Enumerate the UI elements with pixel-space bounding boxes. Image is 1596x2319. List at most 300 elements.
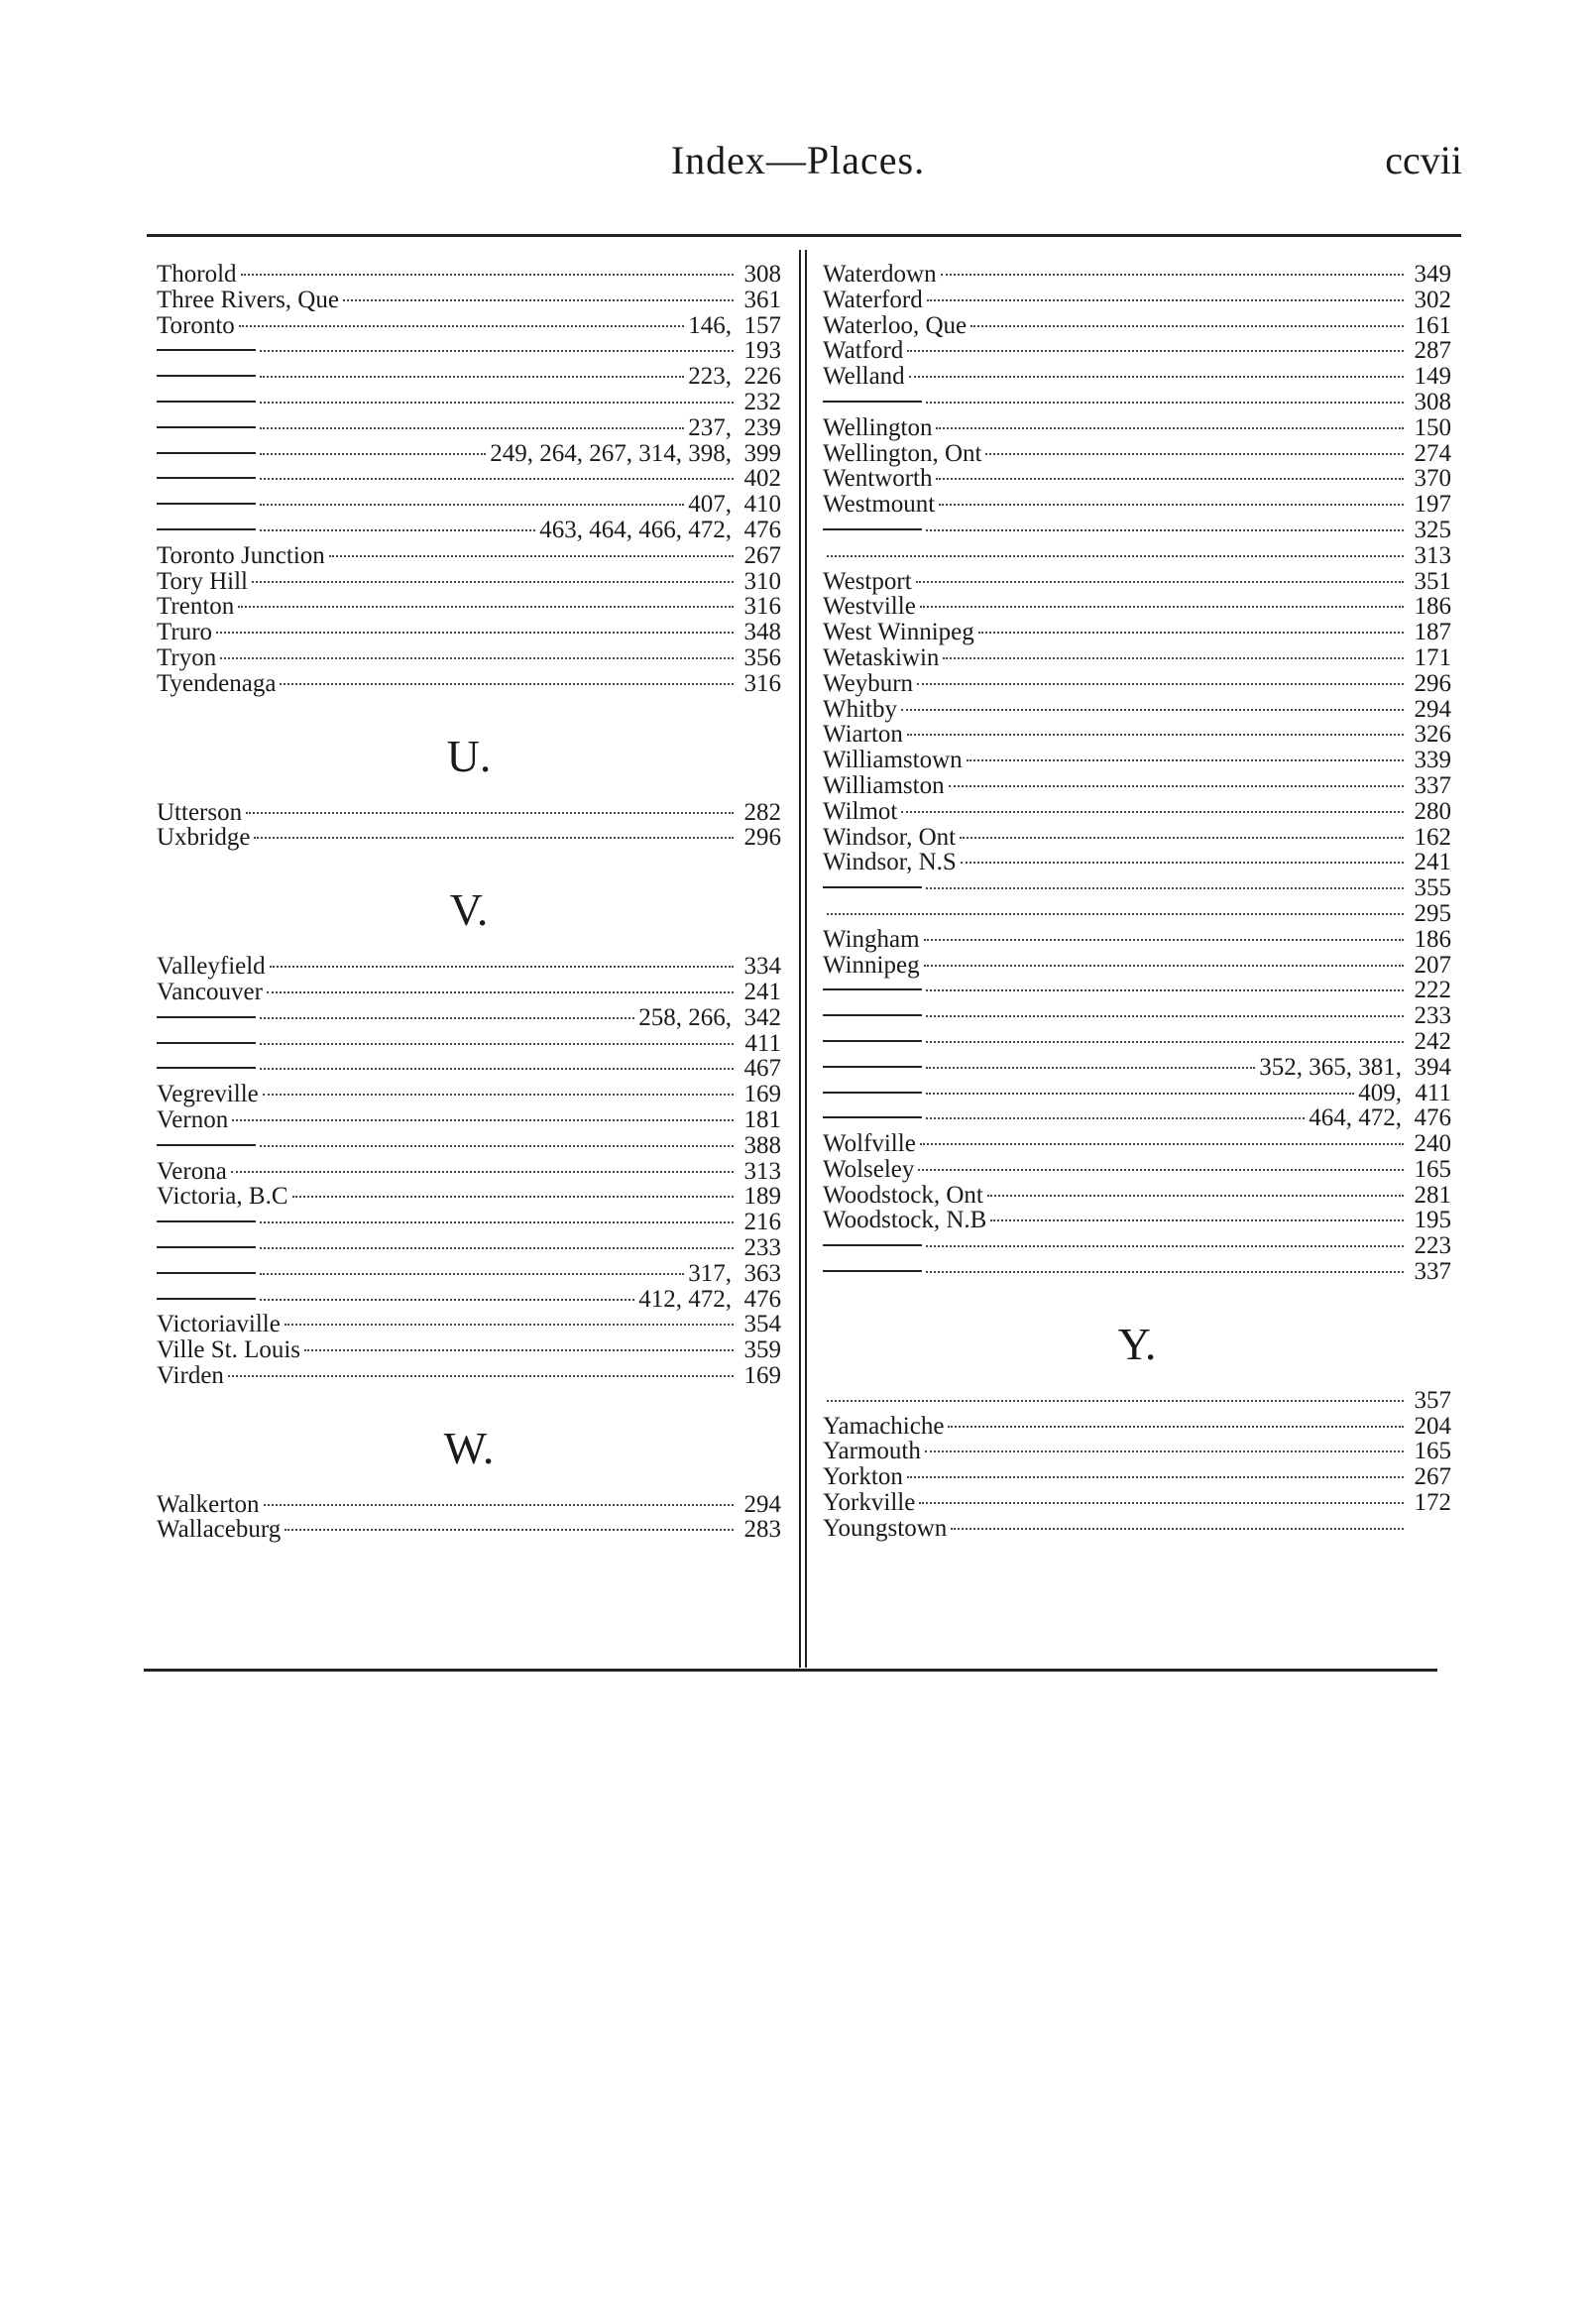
continuation-dash [157,1067,256,1069]
entry-name: Trenton [157,593,235,621]
entry-name: Westport [823,567,912,595]
index-entry [823,364,1451,390]
index-entry [823,594,1451,620]
entry-page: 411 [744,1029,781,1057]
entry-page: 216 [743,1209,781,1236]
entry-name: Tory Hill [157,567,248,595]
entry-name: Welland [823,363,905,391]
dot-leader [907,1476,1404,1478]
entry-page: 197 [1414,491,1451,519]
entry-page: 223 [1414,1232,1451,1260]
index-entry [157,1210,781,1235]
continuation-dash [157,503,256,505]
entry-page: 388 [743,1131,781,1159]
entry-name: Watford [823,337,904,365]
entry-name: Wellington [823,413,933,441]
index-entry [823,1259,1451,1285]
entry-page: 233 [743,1233,781,1261]
index-entry [157,1312,781,1337]
dot-leader [926,1271,1404,1273]
dot-leader [920,606,1404,608]
dot-leader [949,785,1404,787]
dot-leader [238,606,734,608]
entry-page: 354 [743,1311,781,1338]
dot-leader [252,581,734,583]
entry-page: 157 [743,311,781,339]
index-entry [823,262,1451,288]
continuation-dash [157,477,256,479]
entry-page: 165 [1414,1438,1451,1465]
entry-page: 242 [1414,1027,1451,1055]
entry-page: 280 [1414,797,1451,825]
entry-page: 233 [1414,1002,1451,1030]
continuation-dash [157,528,256,530]
dot-leader [917,683,1404,685]
entry-page: 241 [743,978,781,1005]
continuation-dash [157,349,256,351]
dot-leader [216,632,734,634]
index-entry [823,313,1451,339]
entry-name: Weyburn [823,669,914,697]
entry-page: 370 [1414,465,1451,493]
header-rule [147,234,1461,237]
dot-leader [926,529,1404,531]
entry-page: 337 [1414,771,1451,799]
continuation-dash [157,375,256,377]
dot-leader [936,478,1404,480]
entry-page: 149 [1414,363,1451,391]
dot-leader [951,1528,1404,1530]
section-letter: V. [449,884,489,936]
continuation-dash [823,886,922,888]
entry-name: Waterford [823,286,923,313]
dot-leader [985,453,1404,455]
index-entry [157,262,781,288]
entry-page: 476 [1414,1104,1451,1132]
entry-name: Winnipeg [823,951,920,979]
index-entry [823,1233,1451,1259]
entry-page: 361 [743,286,781,313]
section-letter: W. [443,1422,495,1473]
index-entry [823,1105,1451,1131]
entry-refs: 464, 472, [1309,1104,1402,1132]
index-entry [157,1056,781,1082]
dot-leader [919,1502,1404,1504]
continuation-dash [823,1244,922,1246]
dot-leader [918,1169,1404,1171]
index-entry [157,1133,781,1159]
entry-refs: 463, 464, 466, 472, [539,516,732,543]
dot-leader [926,1067,1255,1069]
dot-leader [926,1245,1404,1247]
dot-leader [254,837,734,839]
entry-name: Wingham [823,925,920,953]
dot-leader [260,1273,684,1275]
index-entry [157,492,781,518]
dot-leader [292,1196,734,1198]
dot-leader [926,1093,1354,1095]
index-entry [823,799,1451,825]
continuation-dash [823,1116,922,1118]
entry-page: 267 [743,541,781,569]
column-divider [799,250,807,1668]
entry-page: 467 [743,1055,781,1083]
continuation-dash [823,1066,922,1068]
index-entry [157,1287,781,1313]
entry-page: 316 [743,669,781,697]
index-entry [823,466,1451,492]
index-entry [157,620,781,645]
dot-leader [260,1068,734,1070]
continuation-dash [157,452,256,454]
index-entry [823,1490,1451,1516]
entry-name: Youngstown [823,1514,948,1542]
entry-page: 357 [1414,1386,1451,1414]
index-entry [157,1492,781,1518]
dot-leader [228,1375,734,1377]
continuation-dash [157,1220,256,1222]
entry-page: 296 [1414,669,1451,697]
index-entry [157,1337,781,1363]
index-entry [823,748,1451,773]
dot-leader [926,1015,1404,1017]
dot-leader [285,1529,734,1531]
continuation-dash [157,1272,256,1274]
dot-leader [260,1299,634,1301]
dot-leader [260,529,535,531]
entry-name: Wolseley [823,1155,915,1183]
continuation-dash [823,1092,922,1094]
entry-name: Wallaceburg [157,1516,282,1544]
index-entry [157,1082,781,1107]
page-number: ccvii [1385,138,1462,182]
dot-leader [304,1349,734,1351]
entry-page: 334 [743,953,781,981]
entry-refs: 223, [688,363,732,391]
entry-page: 325 [1414,516,1451,543]
entry-page: 222 [1414,977,1451,1004]
dot-leader [260,1247,734,1249]
dot-leader [907,350,1404,352]
entry-page: 302 [1414,286,1451,313]
entry-name: Victoriaville [157,1311,281,1338]
entry-page: 232 [743,388,781,415]
entry-page: 287 [1414,337,1451,365]
dot-leader [961,862,1404,864]
entry-page: 476 [743,1285,781,1313]
index-entry [823,1439,1451,1464]
dot-leader [267,991,734,993]
index-entry [823,927,1451,953]
dot-leader [827,913,1404,915]
index-entry [823,1157,1451,1183]
index-entry [823,543,1451,569]
dot-leader [239,325,684,327]
dot-leader [343,299,734,301]
index-entry [823,1464,1451,1490]
index-entry [823,492,1451,518]
entry-page: 296 [743,824,781,852]
entry-page: 186 [1414,593,1451,621]
index-entry [157,980,781,1005]
entry-refs: 407, [688,491,732,519]
index-entry [157,1031,781,1057]
entry-page: 363 [743,1259,781,1287]
index-entry [823,569,1451,595]
dot-leader [246,812,734,814]
entry-refs: 146, [688,311,732,339]
index-entry [157,543,781,569]
entry-name: Tryon [157,643,217,671]
dot-leader [924,939,1404,941]
index-entry [157,338,781,364]
index-entry [823,1208,1451,1233]
index-entry [823,1183,1451,1209]
index-entry [823,901,1451,927]
dot-leader [260,478,734,480]
dot-leader [260,402,734,404]
entry-page: 169 [743,1081,781,1108]
dot-leader [990,1219,1404,1221]
entry-page: 281 [1414,1181,1451,1209]
entry-name: Virden [157,1361,224,1389]
entry-name: Waterdown [823,261,937,288]
continuation-dash [823,1040,922,1042]
entry-name: Verona [157,1157,227,1185]
dot-leader [927,299,1404,301]
index-entry [823,1081,1451,1106]
dot-leader [827,555,1404,557]
index-entry [823,1003,1451,1029]
dot-leader [827,1400,1404,1402]
continuation-dash [157,1298,256,1300]
index-entry [157,671,781,697]
entry-page: 274 [1414,439,1451,467]
index-entry [157,1005,781,1031]
entry-name: Wellington, Ont [823,439,982,467]
entry-page: 316 [743,593,781,621]
page-title: Index—Places. [670,138,926,182]
dot-leader [924,965,1404,967]
entry-page: 189 [743,1183,781,1211]
index-entry [823,390,1451,415]
entry-name: Ville St. Louis [157,1336,301,1364]
entry-page: 476 [743,516,781,543]
entry-page: 172 [1414,1489,1451,1517]
dot-leader [260,1221,734,1223]
entry-page: 294 [743,1490,781,1518]
entry-page: 195 [1414,1207,1451,1234]
index-entry [823,1029,1451,1055]
dot-leader [926,989,1404,991]
entry-name: Wentworth [823,465,933,493]
index-entry [157,1517,781,1543]
dot-leader [220,657,734,659]
dot-leader [260,453,486,455]
section-letter: Y. [1117,1318,1157,1369]
continuation-dash [157,401,256,403]
continuation-dash [823,528,922,530]
index-entry [157,288,781,313]
index-entry [157,645,781,671]
index-entry [823,671,1451,697]
index-entry [157,1159,781,1185]
entry-name: Toronto [157,311,235,339]
entry-page: 351 [1414,567,1451,595]
entry-refs: 409, [1358,1079,1402,1106]
entry-page: 355 [1414,874,1451,902]
entry-name: Wetaskiwin [823,643,940,671]
index-entry [823,978,1451,1003]
index-entry [823,1414,1451,1440]
entry-refs: 258, 266, [638,1003,732,1031]
dot-leader [978,632,1404,634]
entry-name: Vegreville [157,1081,259,1108]
continuation-dash [823,1270,922,1272]
index-entry [823,875,1451,901]
continuation-dash [823,1014,922,1016]
entry-name: Tyendenaga [157,669,277,697]
index-entry [157,313,781,339]
entry-page: 150 [1414,413,1451,441]
entry-name: Vancouver [157,978,263,1005]
entry-page: 339 [1414,747,1451,774]
dot-leader [264,1504,734,1506]
index-entry [157,569,781,595]
entry-page: 348 [743,619,781,646]
index-entry [823,850,1451,875]
entry-page: 282 [743,798,781,826]
entry-page: 310 [743,567,781,595]
entry-refs: 412, 472, [638,1285,732,1313]
entry-name: Williamston [823,771,945,799]
dot-leader [926,887,1404,889]
index-entry [823,953,1451,979]
entry-name: Yorkville [823,1489,916,1517]
entry-name: Westmount [823,491,936,519]
index-column-right [823,262,1451,1542]
entry-refs: 352, 365, 381, [1259,1053,1402,1081]
dot-leader [941,274,1404,276]
entry-name: Thorold [157,261,237,288]
dot-leader [907,734,1404,736]
index-entry [823,415,1451,441]
entry-page: 410 [743,491,781,519]
entry-name: Windsor, N.S [823,849,957,876]
dot-leader [960,837,1404,839]
entry-page: 241 [1414,849,1451,876]
entry-name: Wiarton [823,721,903,749]
entry-page: 240 [1414,1130,1451,1158]
index-entry [823,1388,1451,1414]
dot-leader [943,657,1404,659]
dot-leader [260,1043,734,1045]
index-entry [823,620,1451,645]
entry-refs: 237, [688,413,732,441]
index-entry [157,466,781,492]
index-column-left [157,262,781,1543]
index-entry [823,645,1451,671]
entry-page: 187 [1414,619,1451,646]
index-entry [157,800,781,826]
dot-leader [263,1094,734,1096]
dot-leader [260,504,684,506]
index-entry [823,338,1451,364]
dot-leader [926,1117,1305,1119]
index-entry [823,441,1451,467]
entry-name: Yorkton [823,1463,903,1491]
continuation-dash [823,988,922,990]
entry-page: 239 [743,413,781,441]
entry-page: 181 [743,1105,781,1133]
section-letter: U. [446,730,492,781]
dot-leader [241,274,734,276]
entry-refs: 249, 264, 267, 314, 398, [490,439,732,467]
entry-page: 411 [1415,1079,1451,1106]
entry-name: Williamstown [823,747,963,774]
entry-name: Westville [823,593,916,621]
entry-page: 165 [1414,1155,1451,1183]
entry-page: 402 [743,465,781,493]
index-entry [157,1363,781,1389]
index-entry [157,1261,781,1287]
entry-name: Truro [157,619,213,646]
entry-name: West Winnipeg [823,619,974,646]
dot-leader [987,1195,1404,1197]
entry-page: 162 [1414,823,1451,851]
entry-name: Victoria, B.C [157,1183,288,1211]
dot-leader [926,402,1404,404]
entry-name: Yarmouth [823,1438,921,1465]
footer-rule [144,1669,1437,1672]
index-entry [157,954,781,980]
entry-name: Wolfville [823,1130,916,1158]
entry-refs: 317, [688,1259,732,1287]
entry-name: Three Rivers, Que [157,286,339,313]
entry-page: 204 [1414,1412,1451,1440]
index-entry [157,825,781,851]
entry-page: 193 [743,337,781,365]
entry-name: Windsor, Ont [823,823,957,851]
entry-page: 169 [743,1361,781,1389]
dot-leader [329,555,734,557]
index-entry [157,1107,781,1133]
dot-leader [926,1041,1404,1043]
dot-leader [970,325,1404,327]
index-entry [823,722,1451,748]
entry-page: 294 [1414,695,1451,723]
entry-name: Toronto Junction [157,541,325,569]
entry-name: Whitby [823,695,897,723]
entry-page: 283 [743,1516,781,1544]
entry-name: Yamachiche [823,1412,945,1440]
entry-name: Woodstock, Ont [823,1181,983,1209]
index-entry [157,441,781,467]
entry-page: 207 [1414,951,1451,979]
dot-leader [936,427,1404,429]
entry-name: Vernon [157,1105,229,1133]
index-entry [157,1235,781,1261]
index-entry [823,1516,1451,1542]
dot-leader [925,1450,1404,1452]
dot-leader [916,581,1404,583]
continuation-dash [157,1042,256,1044]
entry-page: 186 [1414,925,1451,953]
dot-leader [901,709,1404,711]
dot-leader [285,1324,734,1326]
index-entry [157,594,781,620]
index-entry [823,825,1451,851]
